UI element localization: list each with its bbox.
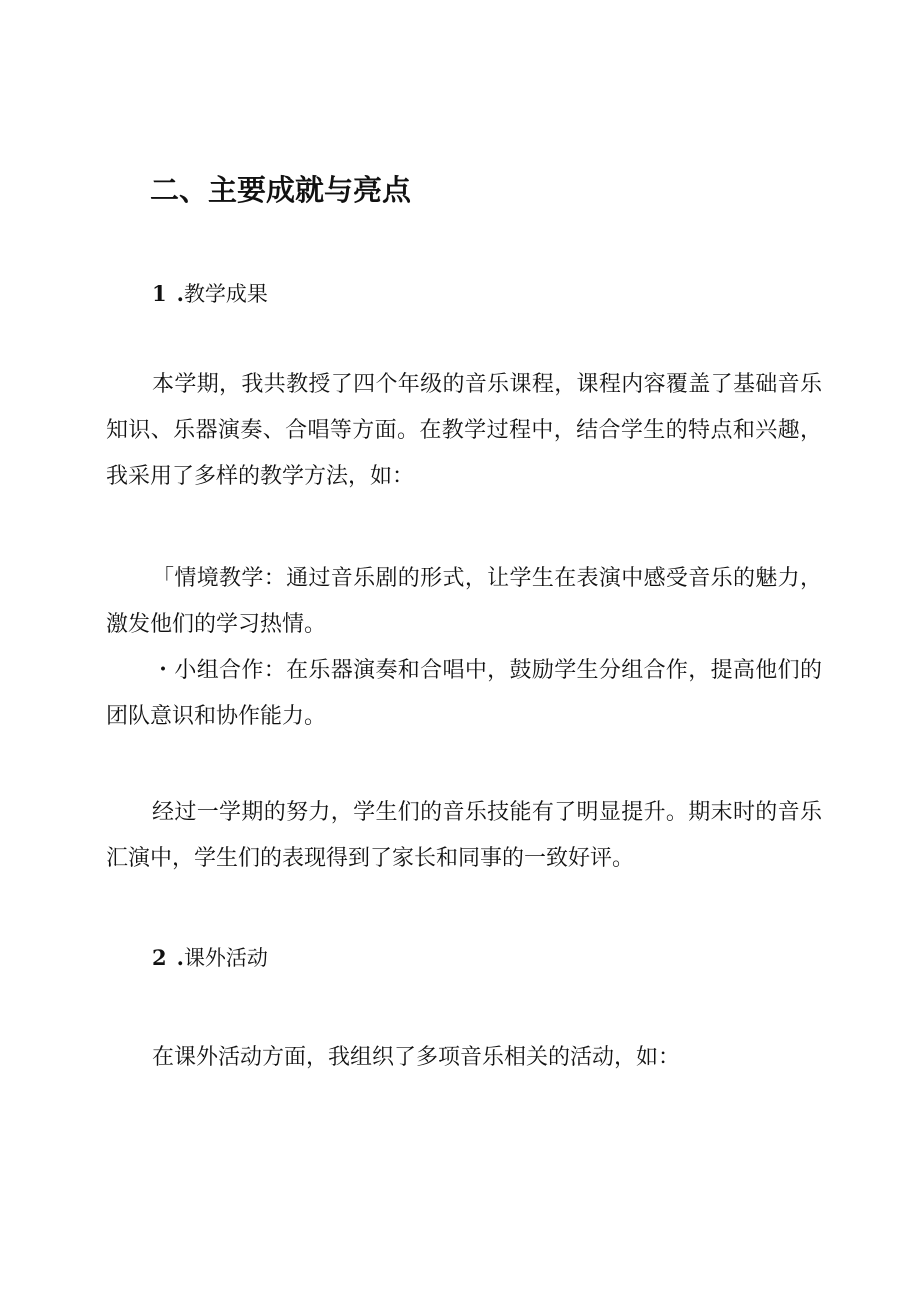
section-heading: 二、主要成就与亮点 — [150, 173, 412, 207]
subheading-teaching-results — [152, 278, 268, 308]
paragraph-bullet-group-cooperation: ・小组合作：在乐器演奏和合唱中，鼓励学生分组合作，提高他们的团队意识和协作能力。 — [106, 658, 822, 729]
paragraph-bullet-situational-teaching: 「情境教学：通过音乐剧的形式，让学生在表演中感受音乐的魅力，激发他们的学习热情。 — [106, 566, 822, 637]
subheading-number: 1 — [152, 281, 167, 306]
subheading-title: 课外活动 — [183, 946, 268, 970]
subheading-dot: . — [176, 281, 184, 306]
subheading-dot: . — [176, 945, 184, 970]
paragraph-intro: 本学期，我共教授了四个年级的音乐课程，课程内容覆盖了基础音乐知识、乐器演奏、合唱等方面。在教学过程中，结合学生的特点和兴趣，我采用了多样的教学方法，如： — [106, 372, 822, 489]
paragraph-activities: 在课外活动方面，我组织了多项音乐相关的活动，如： — [152, 1045, 681, 1070]
subheading-number: 2 — [152, 945, 167, 970]
subheading-extracurricular — [152, 942, 268, 972]
paragraph-result: 经过一学期的努力，学生们的音乐技能有了明显提升。期末时的音乐汇演中，学生们的表现得到了家长和同事的一致好评。 — [106, 800, 822, 871]
subheading-title: 教学成果 — [183, 282, 268, 306]
